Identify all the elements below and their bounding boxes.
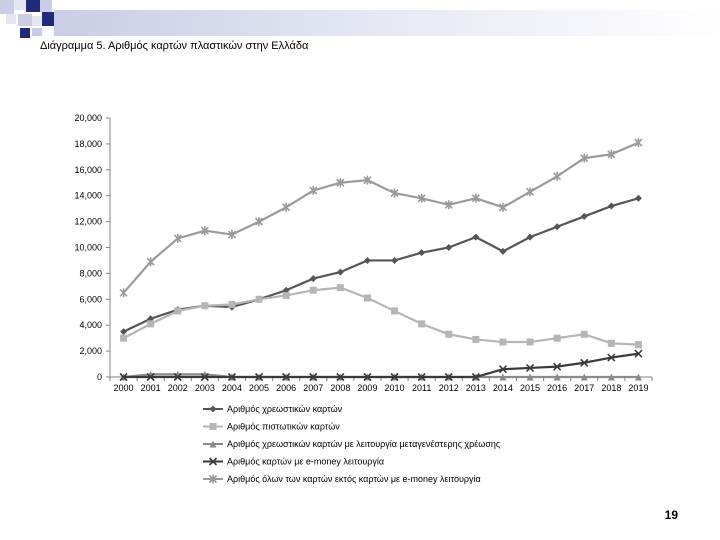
x-tick-label: 2004 [221,383,242,393]
data-point [283,203,290,212]
legend-item [203,457,384,467]
legend-label: Αριθμός χρεωστικών καρτών [227,404,343,414]
page-title: Διάγραμμα 5. Αριθμός καρτών πλαστικών στην Ελλάδα [40,40,309,52]
x-tick-label: 2002 [167,383,188,393]
data-point [554,335,561,342]
data-point [445,244,452,251]
x-tick-label: 2005 [249,383,270,393]
data-point [310,287,317,294]
legend-item [203,439,501,449]
data-point [554,223,561,230]
x-tick-label: 2006 [276,383,297,393]
legend-item [203,474,481,484]
data-point [310,275,317,282]
x-tick-label: 2012 [438,383,459,393]
x-tick-label: 2011 [411,383,432,393]
x-tick-label: 2007 [303,383,324,393]
data-point [527,339,534,346]
x-tick-label: 2017 [574,383,595,393]
data-point [210,423,217,430]
legend-item [203,404,343,414]
data-point [283,292,290,299]
data-point [635,195,642,202]
series-line [124,288,639,345]
data-point [147,257,154,266]
data-point [391,257,398,264]
x-tick-label: 2003 [194,383,215,393]
x-tick-label: 2014 [492,383,513,393]
x-tick-label: 2015 [520,383,541,393]
x-tick-label: 2019 [628,383,649,393]
data-point [527,187,534,196]
series-group [120,284,642,348]
data-point [391,307,398,314]
data-point [364,257,371,264]
x-tick-label: 2010 [384,383,405,393]
data-point [581,331,588,338]
data-point [581,213,588,220]
x-tick-label: 2000 [113,383,134,393]
y-tick-label: 16,000 [74,164,102,175]
data-point [201,302,208,309]
data-point [608,203,615,210]
series-group [120,138,642,297]
data-point [418,320,425,327]
series-group [120,195,642,335]
data-point [210,406,217,413]
series-line [124,143,639,293]
y-tick-label: 14,000 [74,190,102,201]
page-number: 19 [664,508,678,522]
data-point [445,331,452,338]
data-point [472,336,479,343]
data-point [120,288,127,297]
series-line [124,198,639,331]
y-tick-label: 18,000 [74,138,102,149]
x-tick-label: 2013 [465,383,486,393]
x-tick-label: 2018 [601,383,622,393]
x-tick-label: 2001 [140,383,161,393]
data-point [337,284,344,291]
data-point [256,296,263,303]
data-point [174,307,181,314]
x-tick-label: 2016 [547,383,568,393]
y-tick-label: 2,000 [79,346,102,357]
data-point [228,301,235,308]
data-point [499,339,506,346]
legend-label: Αριθμός καρτών με e-money λειτουργία [227,456,385,467]
data-point [337,269,344,276]
legend-label: Αριθμός χρεωστικών καρτών με λειτουργία μεταγενέστερης χρέωσης [227,439,501,449]
data-point [554,172,561,181]
y-tick-label: 20,000 [74,113,102,123]
y-tick-label: 4,000 [79,320,102,331]
data-point [635,341,642,348]
y-tick-label: 12,000 [74,216,102,227]
legend-label: Αριθμός πιστωτικών καρτών [227,421,340,432]
y-tick-label: 10,000 [74,242,102,253]
data-point [120,328,127,335]
data-point [364,295,371,302]
x-tick-label: 2008 [330,383,351,393]
y-tick-label: 8,000 [79,268,102,279]
legend-item [203,422,340,432]
data-point [418,249,425,256]
data-point [120,335,127,342]
legend-label: Αριθμός όλων των καρτών εκτός καρτών με e-money λειτουργία [227,474,481,484]
data-point [608,340,615,347]
y-tick-label: 6,000 [79,294,102,305]
data-point [147,320,154,327]
x-tick-label: 2009 [357,383,378,393]
y-tick-label: 0 [96,372,102,382]
